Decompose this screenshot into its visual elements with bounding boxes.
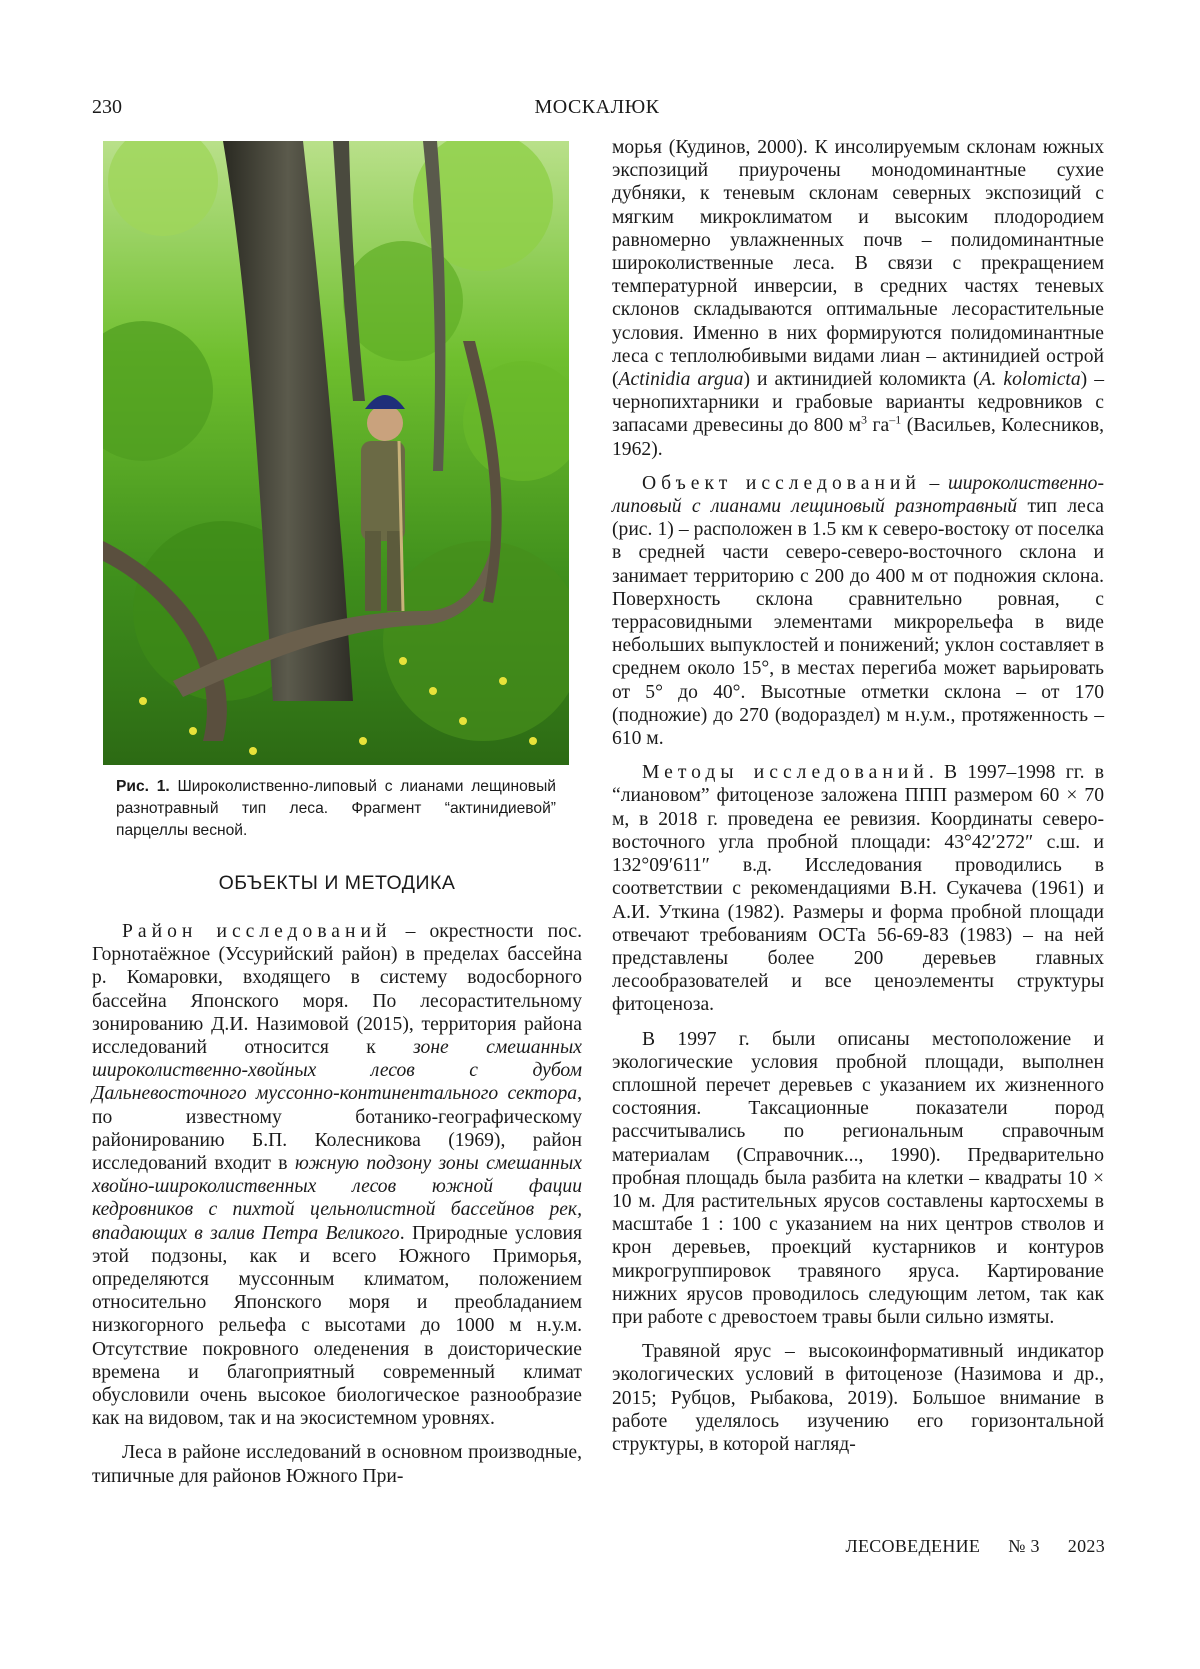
issue-year: 2023 [1068, 1536, 1105, 1556]
figure-caption-text: Широколиственно-липовый с лианами лещиновый разнотравный тип леса. Фрагмент “актинидиевой” парцеллы весной. [116, 778, 556, 839]
paragraph-text: га [867, 415, 889, 436]
paragraph [92, 920, 582, 1430]
paragraph-text: морья (Кудинов, 2000). К инсолируемым склонам южных экспозиций приурочены монодоминантные сухие дубняки, к теневым склонам северных экспозиций с мягким микроклиматом и высоким плодородием равномерно увлажненных почв – полидоминантные широколиственные леса. В связи с прекращением температурной инверсии, в средних частях теневых склонов складываются оптимальные лесорастительные условия. Именно в них формируются полидоминантные леса с теплолюбивыми видами лиан – актинидией острой ( [612, 137, 1104, 390]
page-footer [817, 1536, 1105, 1557]
paragraph-text: тип леса (рис. 1) – расположен в 1.5 км к северо-востоку от поселка в средней части северо-северо-восточного склона и занимает территорию с 200 до 400 м от подножия склона. Поверхность склона сравнительно ровная, с террасовидными элементами микрорельефа в виде небольших выпуклостей и понижений; уклон составляет в среднем около 15°, в местах перегиба может варьировать от 5° до 40°. Высотные отметки склона – от 170 (подножие) до 270 (водораздел) м н.у.м., протяженность – 610 м. [612, 496, 1104, 749]
section-title: ОБЪЕКТЫ И МЕТОДИКА [92, 872, 582, 895]
page-header [92, 96, 1102, 126]
journal-name: ЛЕСОВЕДЕНИЕ [845, 1536, 980, 1556]
paragraph: В 1997 г. были описаны местоположение и экологические условия пробной площади, выполнен сплошной перечет деревьев с указанием их жизненного состояния. Таксационные показатели пород рассчитывались по региональным справочным материалам (Справочник..., 1990). Предварительно пробная площадь была разбита на клетки – квадраты 10 × 10 м. Для растительных ярусов составлены картосхемы в масштабе 1 : 100 с указанием на них центров стволов и крон деревьев, проекций кустарников и контуров микрогруппировок травяного яруса. Картирование нижних ярусов проводилось следующим летом, так как при работе с древостоем травы были сильно измяты. [612, 1028, 1104, 1330]
superscript: –1 [889, 413, 901, 427]
emphasis: A. kolomicta [980, 369, 1081, 390]
figure-label: Рис. 1. [116, 778, 170, 795]
paragraph-text: ) – чернопихтарники и грабовые варианты кедровников с запасами древесины до 800 м [612, 369, 1104, 436]
paragraph: Леса в районе исследований в основном производные, типичные для районов Южного При- [92, 1441, 582, 1487]
paragraph-text: – окрестности пос. Горнотаёжное (Уссурийский район) в пределах бассейна р. Комаровки, входящего в систему водосборного бассейна Японского моря. По лесорастительному зонированию Д.И. Назимовой (2015), территория района исследований относится к [92, 921, 582, 1058]
paragraph: Травяной ярус – высокоинформативный индикатор экологических условий в фитоценозе (Назимова и др., 2015; Рубцов, Рыбакова, 2019). Большое внимание в работе уделялось изучению его горизонтальной структуры, в которой нагляд- [612, 1340, 1104, 1456]
paragraph-text: ) и актинидией коломикта ( [743, 369, 979, 390]
emphasis: зоне смешанных широколиственно-хвойных лесов с дубом Дальневосточного муссонно-континентального сектора [92, 1037, 582, 1104]
right-column [612, 136, 1104, 1456]
issue-number: № 3 [1008, 1536, 1040, 1556]
paragraph-lead: Объект исследований [642, 473, 921, 494]
paragraph-lead: Район исследований [122, 921, 391, 942]
running-title: МОСКАЛЮК [92, 96, 1102, 119]
paragraph-lead: Методы исследований [642, 762, 929, 783]
page-number: 230 [92, 96, 122, 119]
paragraph-text: , по известному ботанико-географическому районированию Б.П. Колесникова (1969), район исследований входит в [92, 1083, 582, 1174]
emphasis: широколиственно-липовый с лианами лещиновый разнотравный [612, 473, 1104, 517]
paragraph-text: . Природные условия этой подзоны, как и всего Южного Приморья, определяются муссонным климатом, положением относительно Японского моря и преобладанием низкогорного рельефа с высотами до 1000 м н.у.м. Отсутствие покровного оледенения в доисторические времена и благоприятный современный климат обусловили очень высокое биологическое разнообразие как на видовом, так и на экосистемном уровнях. [92, 1223, 582, 1430]
figure-caption [116, 776, 556, 842]
emphasis: южную подзону зоны смешанных хвойно-широколиственных лесов южной фации кедровников с пихтой цельнолистной бассейнов рек, впадающих в залив Петра Великого [92, 1153, 582, 1244]
forest-photo [103, 141, 569, 765]
paragraph-text: . В 1997–1998 гг. в “лиановом” фитоценозе заложена ППП размером 60 × 70 м, в 2018 г. проведена ее ревизия. Координаты северо-восточного угла пробной площади: 43°42′272″ с.ш. и 132°09′611″ в.д. Исследования проводились в соответствии с рекомендациями В.Н. Сукачева (1961) и А.И. Уткина (1982). Размеры и форма пробной площади отвечают требованиям ОСТа 56-69-83 (1983) – на ней представлены более 200 деревьев главных лесообразователей и все ценоэлементы структуры фитоценоза. [612, 762, 1104, 1015]
superscript: 3 [861, 413, 867, 427]
left-column [92, 920, 582, 1488]
paragraph [612, 761, 1104, 1016]
paragraph [612, 472, 1104, 750]
emphasis: Actinidia argua [619, 369, 744, 390]
paragraph-text: – [921, 473, 948, 494]
paragraph-text: (Васильев, Колесников, 1962). [612, 415, 1104, 459]
paragraph [612, 136, 1104, 461]
